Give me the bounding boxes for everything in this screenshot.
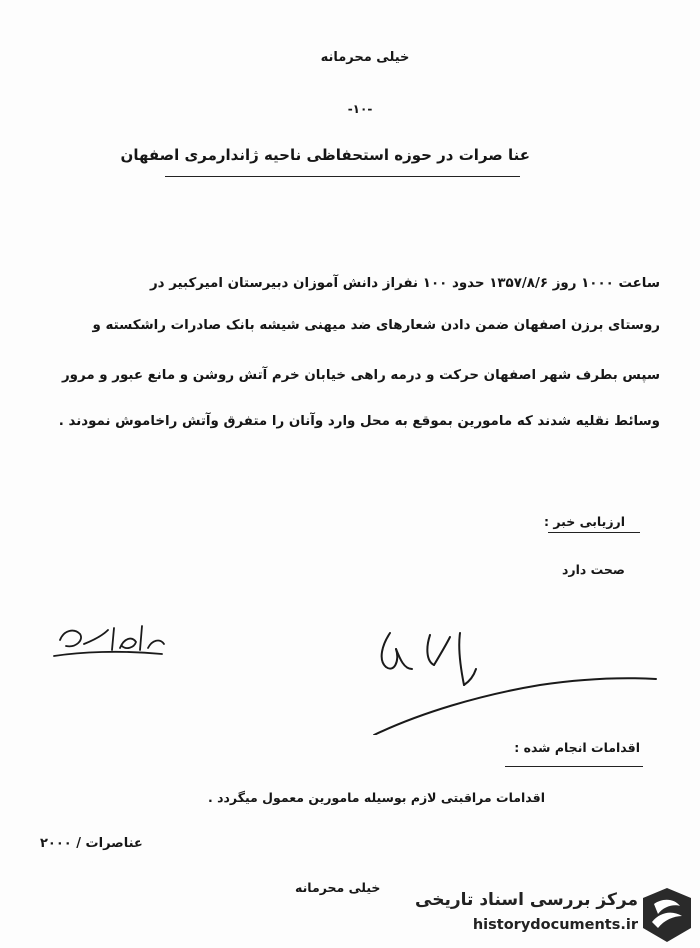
evaluation-value: صحت دارد bbox=[562, 562, 625, 577]
evaluation-underline bbox=[548, 532, 640, 533]
report-line-1: ساعت ۱۰۰۰ روز ۱۳۵۷/۸/۶ حدود ۱۰۰ نفراز دانش آموزان دبیرستان امیرکبیر در bbox=[149, 276, 660, 291]
classification-top: خیلی محرمانه bbox=[320, 50, 410, 65]
report-line-2: روستای برزن اصفهان ضمن دادن شعارهای ضد میهنی شیشه بانک صادرات راشکسته و bbox=[92, 318, 660, 333]
actions-underline bbox=[505, 766, 643, 767]
actions-text: اقدامات مراقبتی لازم بوسیله مامورین معمول میگردد . bbox=[207, 790, 545, 805]
classification-bottom: خیلی محرمانه bbox=[295, 880, 381, 895]
page-number: -۱۰- bbox=[347, 102, 373, 116]
watermark-url: historydocuments.ir bbox=[472, 917, 638, 933]
report-line-4: وسائط نقلیه شدند که مامورین بموقع به محل وارد وآنان را متفرق وآتش راخاموش نمودند . bbox=[58, 414, 660, 429]
archive-logo-icon bbox=[640, 886, 694, 944]
source-line: عناصرات / ۲۰۰۰ bbox=[40, 836, 143, 851]
handwritten-note bbox=[50, 610, 170, 665]
signature bbox=[360, 625, 660, 735]
watermark-title: مرکز بررسی اسناد تاریخی bbox=[415, 890, 638, 910]
evaluation-heading: ارزیابی خبر : bbox=[544, 514, 625, 529]
actions-heading: اقدامات انجام شده : bbox=[514, 740, 640, 755]
report-line-3: سپس بطرف شهر اصفهان حرکت و درمه راهی خیابان خرم آتش روشن و مانع عبور و مرور bbox=[61, 368, 660, 383]
archive-watermark bbox=[415, 884, 700, 948]
subject-line: عنا صرات در حوزه استحفاظی ناحیه ژاندارمری اصفهان bbox=[120, 146, 530, 164]
subject-underline bbox=[165, 176, 520, 177]
